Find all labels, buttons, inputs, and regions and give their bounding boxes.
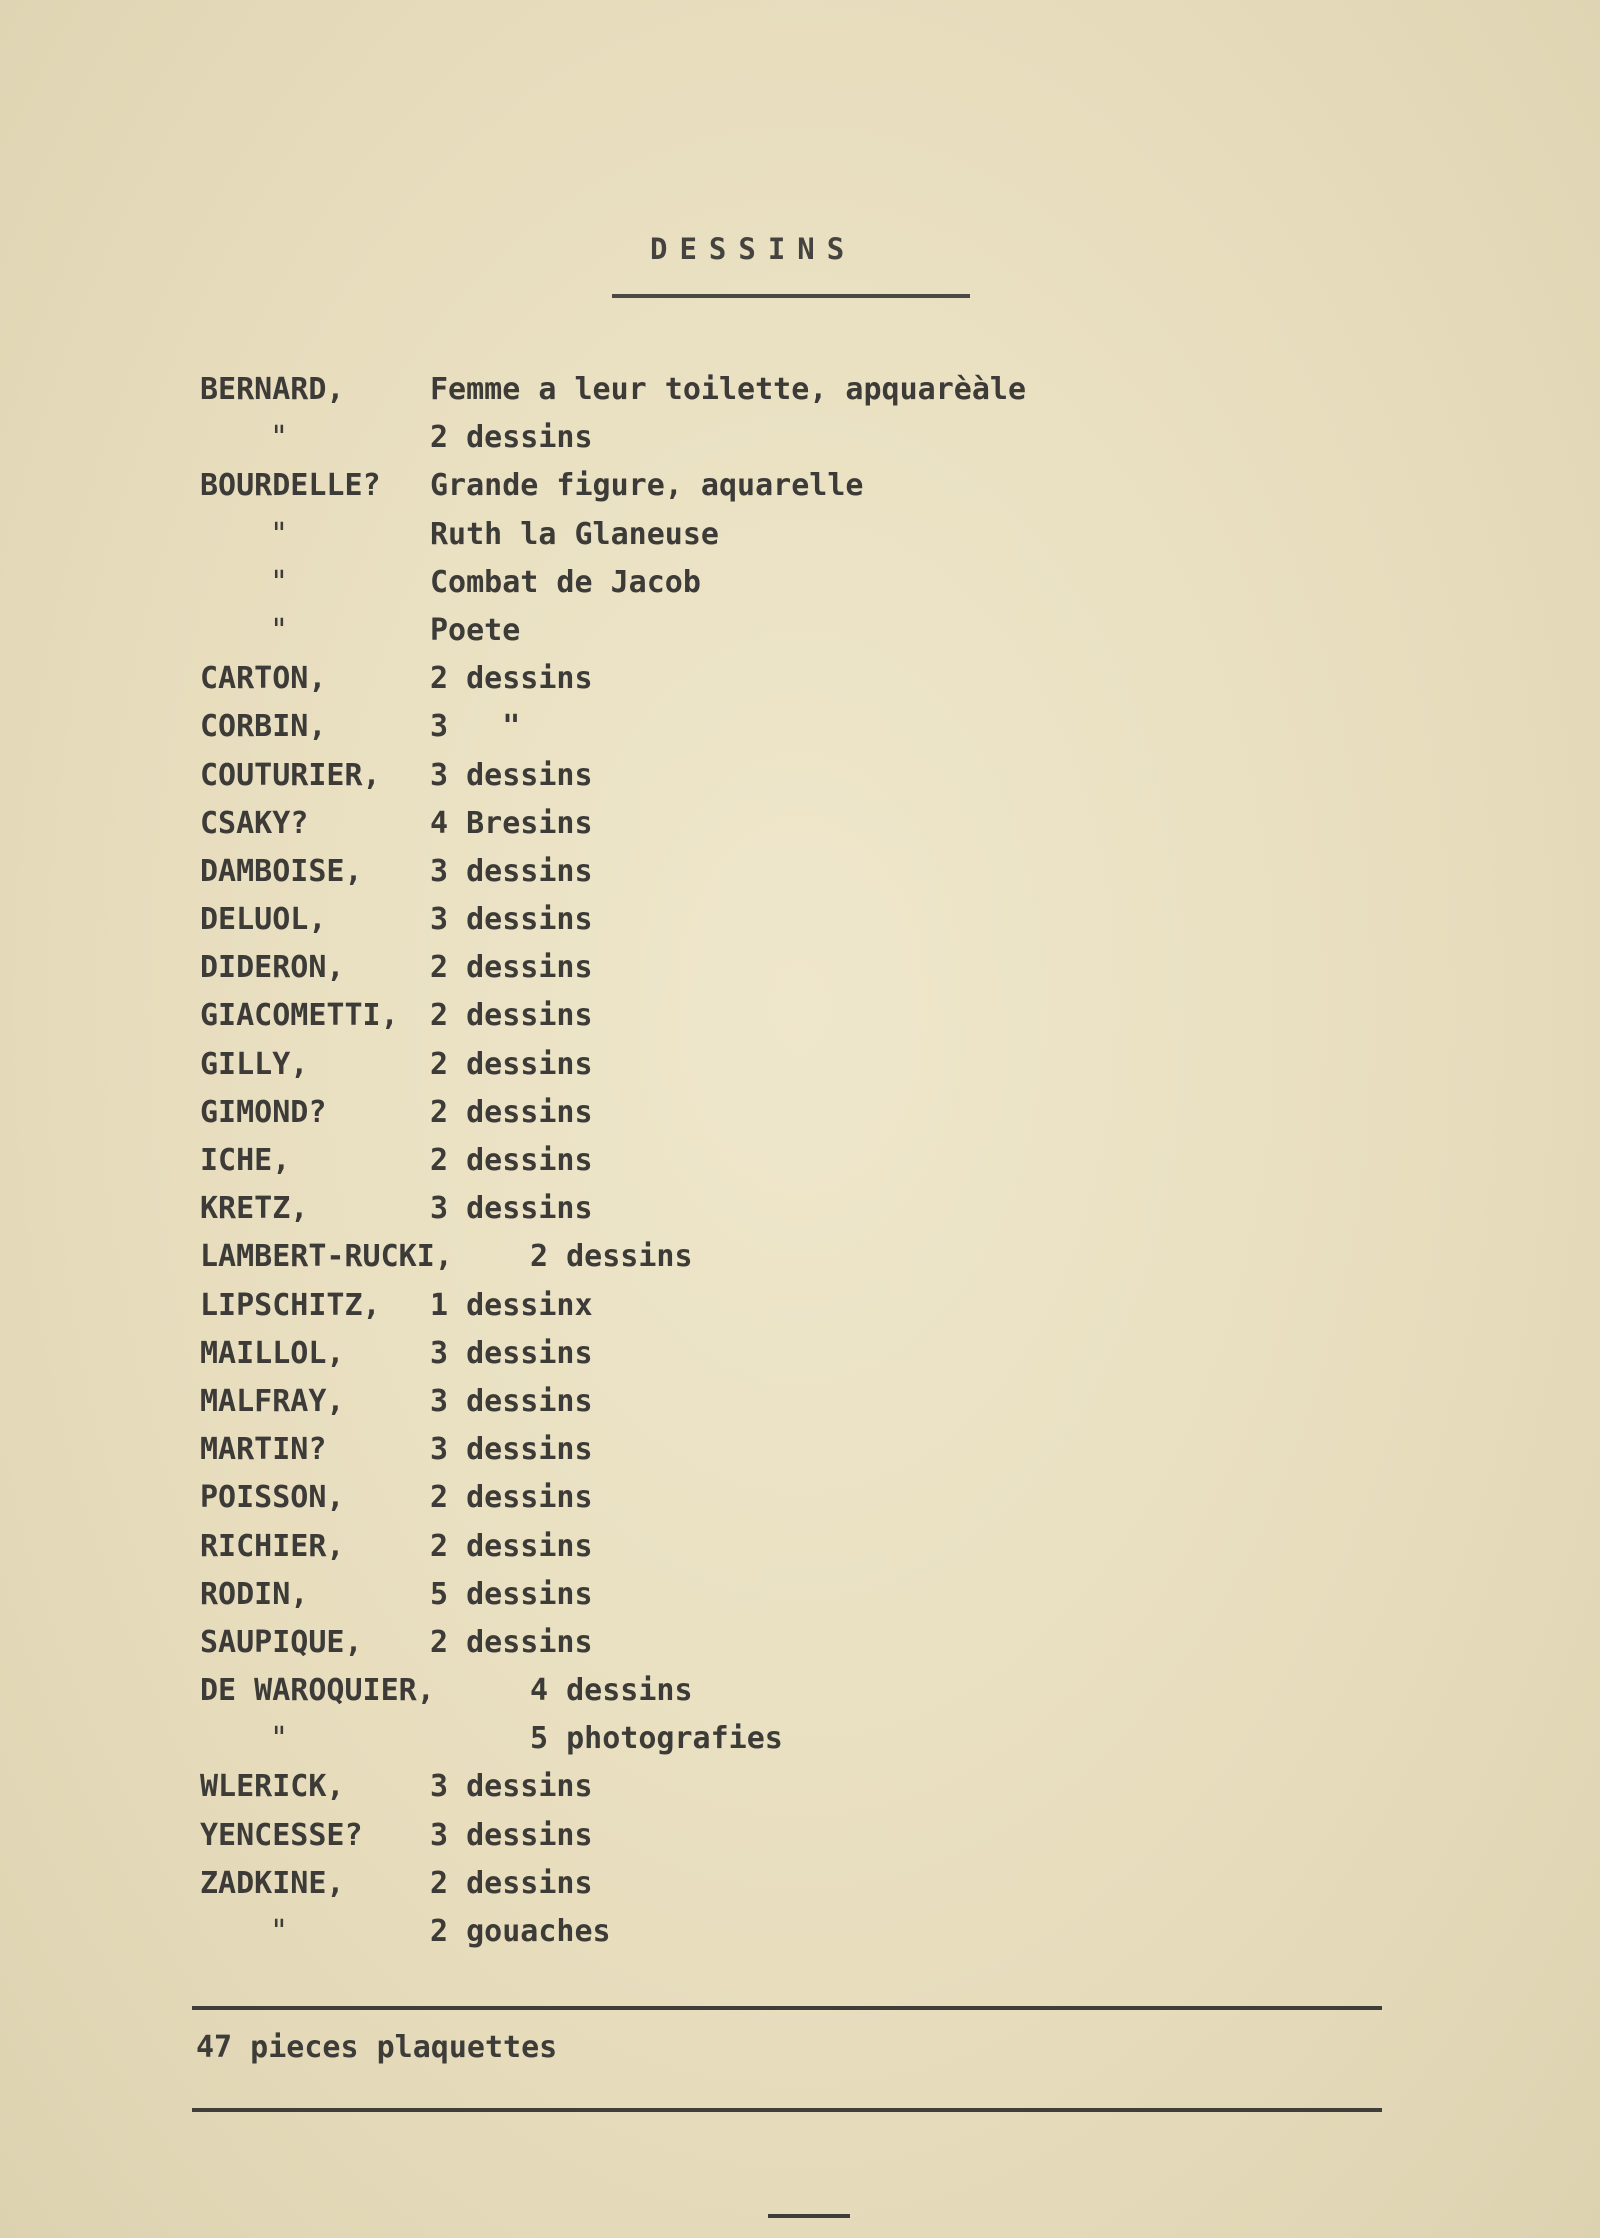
list-item bbox=[200, 1763, 1200, 1811]
work-description: 2 dessins bbox=[430, 1865, 593, 1901]
ditto-mark: " bbox=[270, 1721, 289, 1757]
list-item bbox=[200, 1667, 1200, 1715]
work-description: 2 dessins bbox=[430, 1480, 593, 1516]
artist-name: ZADKINE, bbox=[200, 1865, 345, 1901]
work-description: 2 dessins bbox=[430, 661, 593, 697]
work-description: 2 gouaches bbox=[430, 1914, 611, 1949]
work-description: 3 dessins bbox=[430, 1432, 593, 1468]
total-count: 47 pieces plaquettes bbox=[196, 2030, 558, 2065]
list-item bbox=[200, 1089, 1200, 1137]
work-description: 3 dessins bbox=[430, 1383, 593, 1419]
artist-name: COUTURIER, bbox=[200, 757, 381, 793]
list-item bbox=[200, 992, 1200, 1040]
artist-name: MARTIN? bbox=[200, 1432, 327, 1468]
artist-name: CARTON, bbox=[200, 661, 327, 697]
work-description: 3 dessins bbox=[430, 1191, 593, 1227]
list-item bbox=[200, 1908, 1200, 1956]
list-item bbox=[200, 1426, 1200, 1474]
divider-bottom bbox=[192, 2108, 1382, 2112]
divider-top bbox=[192, 2006, 1382, 2010]
work-description: 1 dessinx bbox=[430, 1287, 593, 1323]
list-item bbox=[200, 1330, 1200, 1378]
list-item bbox=[200, 1041, 1200, 1089]
work-description: 2 dessins bbox=[430, 1046, 593, 1082]
artist-name: RICHIER, bbox=[200, 1528, 345, 1564]
artist-name: RODIN, bbox=[200, 1576, 309, 1612]
work-description: 3 dessins bbox=[430, 1817, 593, 1853]
list-item bbox=[200, 559, 1200, 607]
work-description: 3 dessins bbox=[430, 1335, 593, 1371]
artist-name: MAILLOL, bbox=[200, 1335, 345, 1371]
work-description: 2 dessins bbox=[430, 420, 593, 456]
work-description: 3 dessins bbox=[430, 902, 593, 938]
artist-name: DELUOL, bbox=[200, 902, 327, 938]
title-underline bbox=[612, 294, 970, 298]
work-description: Femme a leur toilette, apquarèàle bbox=[430, 372, 1027, 407]
artist-name: DE WAROQUIER, bbox=[200, 1673, 435, 1709]
artist-name: CORBIN, bbox=[200, 709, 327, 745]
work-description: 2 dessins bbox=[430, 1094, 593, 1130]
artist-name: DAMBOISE, bbox=[200, 853, 363, 889]
work-description: Ruth la Glaneuse bbox=[430, 516, 719, 552]
list-item bbox=[200, 511, 1200, 559]
work-description: Poete bbox=[430, 612, 521, 648]
artist-name: BOURDELLE? bbox=[200, 468, 381, 504]
list-item bbox=[200, 944, 1200, 992]
list-item bbox=[200, 366, 1200, 414]
work-description: 2 dessins bbox=[430, 998, 593, 1034]
ditto-mark: " bbox=[270, 1914, 289, 1949]
list-item bbox=[200, 848, 1200, 896]
work-description: Combat de Jacob bbox=[430, 564, 701, 600]
artist-name: WLERICK, bbox=[200, 1769, 345, 1805]
work-description: 4 Bresins bbox=[430, 805, 593, 841]
list-item bbox=[200, 752, 1200, 800]
list-item bbox=[200, 1571, 1200, 1619]
artist-name: ICHE, bbox=[200, 1143, 291, 1178]
work-description: 2 dessins bbox=[430, 1624, 593, 1660]
work-description: 3 dessins bbox=[430, 853, 593, 889]
work-description: 3 dessins bbox=[430, 1769, 593, 1805]
list-item bbox=[200, 1233, 1200, 1281]
artist-name: CSAKY? bbox=[200, 805, 309, 841]
work-description: 2 dessins bbox=[430, 950, 593, 986]
list-item bbox=[200, 1860, 1200, 1908]
list-item bbox=[200, 800, 1200, 848]
ditto-mark: " bbox=[270, 420, 289, 456]
work-description: 5 photografies bbox=[530, 1721, 783, 1757]
entry-list bbox=[200, 366, 1200, 1956]
work-description: 4 dessins bbox=[530, 1673, 693, 1709]
artist-name: POISSON, bbox=[200, 1480, 345, 1516]
list-item bbox=[200, 1619, 1200, 1667]
list-item bbox=[200, 1474, 1200, 1522]
artist-name: GIACOMETTI, bbox=[200, 998, 399, 1034]
list-item bbox=[200, 896, 1200, 944]
artist-name: GIMOND? bbox=[200, 1094, 327, 1130]
list-item bbox=[200, 1282, 1200, 1330]
list-item bbox=[200, 1378, 1200, 1426]
ditto-mark: " bbox=[270, 516, 289, 552]
artist-name: BERNARD, bbox=[200, 372, 345, 407]
list-item bbox=[200, 1185, 1200, 1233]
artist-name: MALFRAY, bbox=[200, 1383, 345, 1419]
work-description: 2 dessins bbox=[430, 1528, 593, 1564]
work-description: 2 dessins bbox=[430, 1143, 593, 1178]
artist-name: DIDERON, bbox=[200, 950, 345, 986]
artist-name: KRETZ, bbox=[200, 1191, 309, 1227]
artist-name: LIPSCHITZ, bbox=[200, 1287, 381, 1323]
end-mark bbox=[768, 2214, 850, 2218]
list-item bbox=[200, 1812, 1200, 1860]
work-description: 3 " bbox=[430, 709, 521, 745]
list-item bbox=[200, 414, 1200, 462]
ditto-mark: " bbox=[270, 612, 289, 648]
list-item bbox=[200, 655, 1200, 703]
work-description: 5 dessins bbox=[430, 1576, 593, 1612]
work-description: 2 dessins bbox=[530, 1239, 693, 1275]
list-item bbox=[200, 607, 1200, 655]
work-description: 3 dessins bbox=[430, 757, 593, 793]
ditto-mark: " bbox=[270, 564, 289, 600]
list-item bbox=[200, 1137, 1200, 1185]
work-description: Grande figure, aquarelle bbox=[430, 468, 864, 504]
list-item bbox=[200, 703, 1200, 751]
artist-name: YENCESSE? bbox=[200, 1817, 363, 1853]
artist-name: SAUPIQUE, bbox=[200, 1624, 363, 1660]
page-title: DESSINS bbox=[650, 232, 857, 266]
artist-name: LAMBERT-RUCKI, bbox=[200, 1239, 453, 1275]
list-item bbox=[200, 1715, 1200, 1763]
list-item bbox=[200, 462, 1200, 510]
list-item bbox=[200, 1523, 1200, 1571]
artist-name: GILLY, bbox=[200, 1046, 309, 1082]
